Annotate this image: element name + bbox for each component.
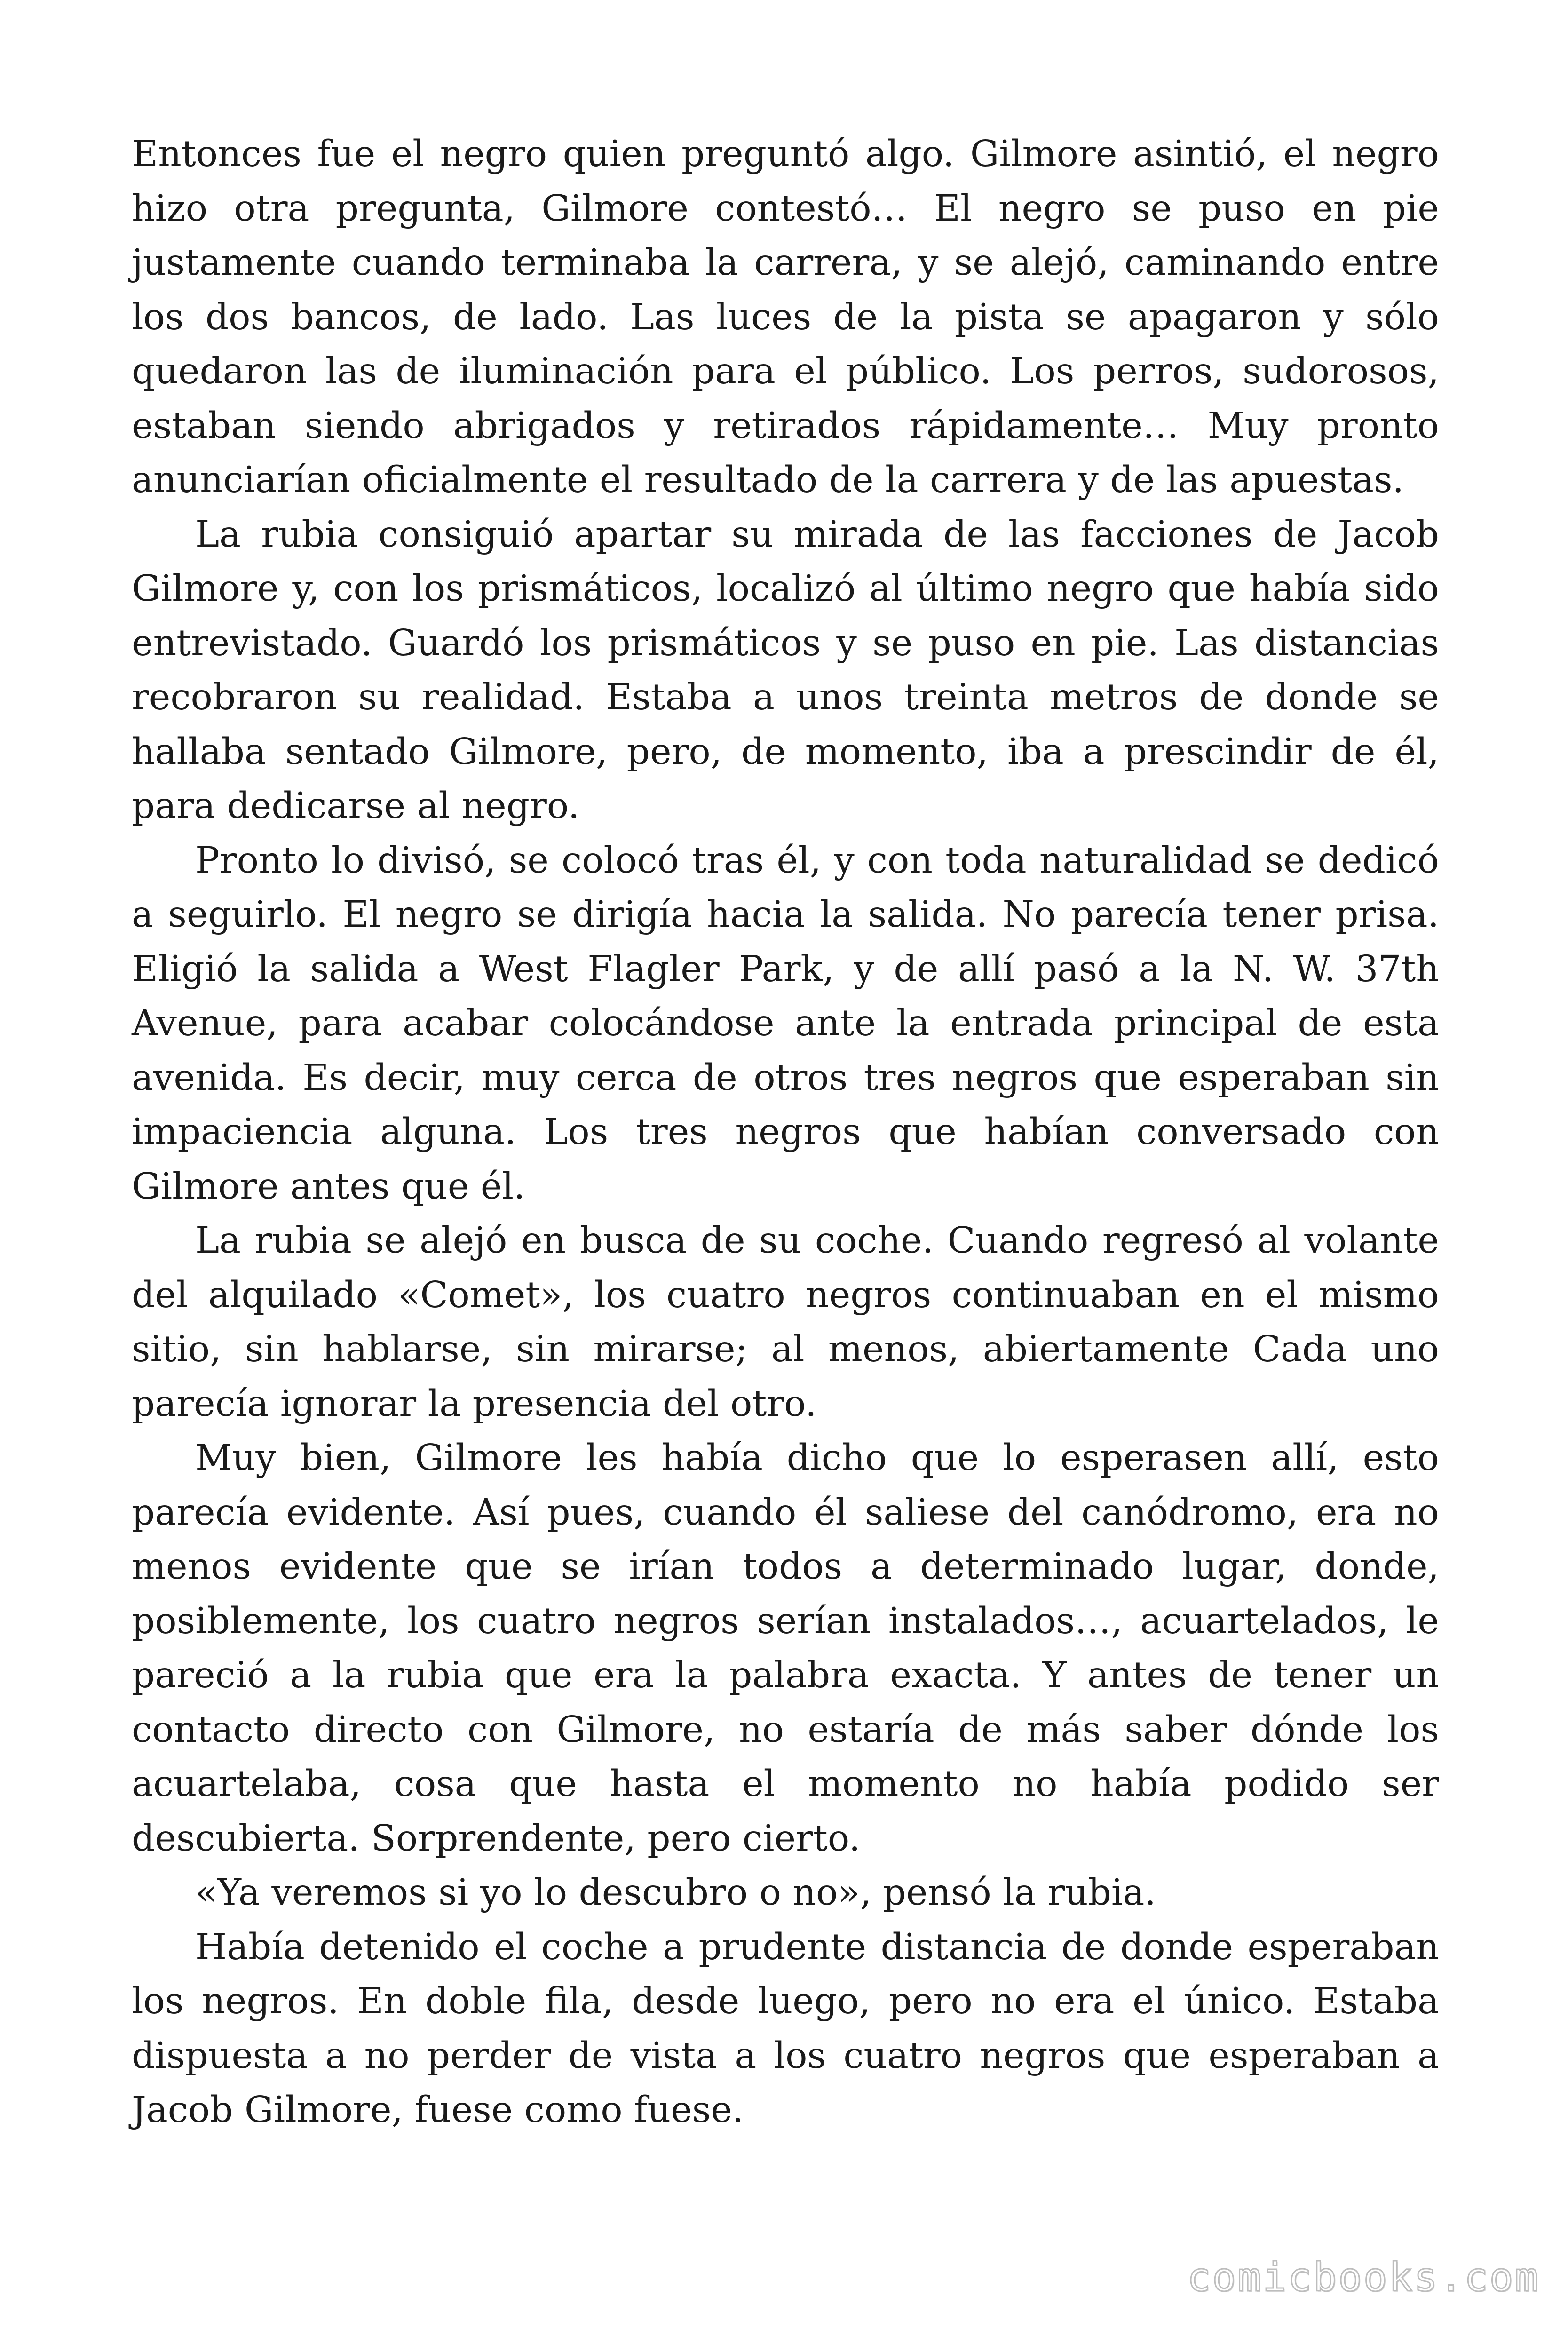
paragraph-7: Había detenido el coche a prudente distancia de donde esperaban los negros. En doble fila, desde luego, pero no era el único. Estaba dispuesta a no perder de vista a los cuatro negros que esperaban a Jacob Gilmore, fuese como fuese. bbox=[132, 1926, 1439, 2131]
watermark: comicbooks.com bbox=[1187, 2254, 1540, 2300]
paragraph-2: La rubia consiguió apartar su mirada de las facciones de Jacob Gilmore y, con los prismáticos, localizó al último negro que había sido entrevistado. Guardó los prismáticos y se puso en pie. Las distancias recobraron su realidad. Estaba a unos treinta metros de donde se hallaba sentado Gilmore, pero, de momento, iba a prescindir de él, para dedicarse al negro. bbox=[132, 513, 1439, 827]
paragraph-6: «Ya veremos si yo lo descubro o no», pensó la rubia. bbox=[195, 1872, 1156, 1914]
paragraph-3: Pronto lo divisó, se colocó tras él, y con toda naturalidad se dedicó a seguirlo. El negro se dirigía hacia la salida. No parecía tener prisa. Eligió la salida a West Flagler Park, y de allí pasó a la N. W. 37th Avenue, para acabar colocándose ante la entrada principal de esta avenida. Es decir, muy cerca de otros tres negros que esperaban sin impaciencia alguna. Los tres negros que habían conversado con Gilmore antes que él. bbox=[132, 839, 1439, 1208]
paragraph-4: La rubia se alejó en busca de su coche. Cuando regresó al volante del alquilado «Comet», los cuatro negros continuaban en el mismo sitio, sin hablarse, sin mirarse; al menos, abiertamente Cada uno parecía ignorar la presencia del otro. bbox=[132, 1220, 1439, 1425]
body-text bbox=[132, 127, 1439, 2137]
paragraph-1: Entonces fue el negro quien preguntó algo. Gilmore asintió, el negro hizo otra pregunta, Gilmore contestó… El negro se puso en pie justamente cuando terminaba la carrera, y se alejó, caminando entre los dos bancos, de lado. Las luces de la pista se apagaron y sólo quedaron las de iluminación para el público. Los perros, sudorosos, estaban siendo abrigados y retirados rápidamente… Muy pronto anunciarían oficialmente el resultado de la carrera y de las apuestas. bbox=[132, 133, 1439, 501]
paragraph-5: Muy bien, Gilmore les había dicho que lo esperasen allí, esto parecía evidente. Así pues, cuando él saliese del canódromo, era no menos evidente que se irían todos a determinado lugar, donde, posiblemente, los cuatro negros serían instalados…, acuartelados, le pareció a la rubia que era la palabra exacta. Y antes de tener un contacto directo con Gilmore, no estaría de más saber dónde los acuartelaba, cosa que hasta el momento no había podido ser descubierta. Sorprendente, pero cierto. bbox=[132, 1437, 1439, 1859]
